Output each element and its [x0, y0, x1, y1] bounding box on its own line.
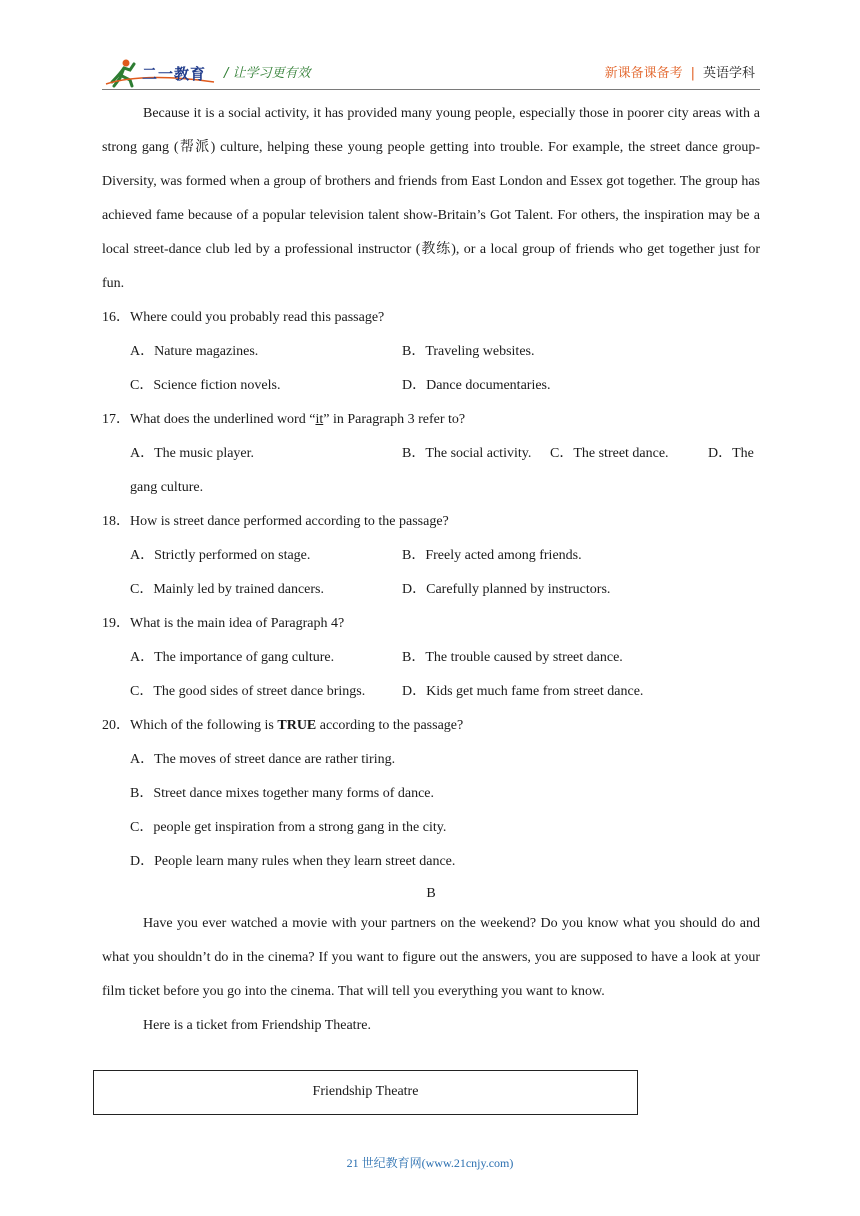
section-b-lead: Here is a ticket from Friendship Theatre. [143, 1018, 371, 1033]
ticket-title: Friendship Theatre [312, 1084, 419, 1099]
question-18-option-c: C．Mainly led by trained dancers. [130, 582, 325, 597]
question-17-stem [102, 403, 760, 437]
question-20-stem-start: 20．Which of the following is [102, 718, 278, 733]
section-b-intro: Have you ever watched a movie with your partners on the weekend? Do you know what you should do and what you shouldn’t do in the cinema? If you want to figure out the answers, you are supposed to have a look at your film ticket before you go into the cinema. That will tell you everything you want to know. [102, 916, 760, 999]
question-18-stem: 18．How is street dance performed according to the passage? [102, 514, 449, 529]
question-16-option-c: C．Science fiction novels. [130, 378, 281, 393]
passage-paragraph: Because it is a social activity, it has provided many young people, especially those in poorer city areas with a strong gang (帮派) culture, helping these young people getting into trouble. For example, the street dance group-Diversity, was formed when a group of brothers and friends from East London and Essex got together. The group has achieved fame because of a popular television talent show-Britain’s Got Talent. For others, the inspiration may be a local street-dance club led by a professional instructor (教练), or a local group of friends who get together just for fun. [102, 106, 760, 291]
question-16-options-row-1 [102, 335, 760, 369]
question-18-options-row-2 [102, 573, 760, 607]
header-course: 新课备课备考 [604, 66, 683, 81]
question-17-options-row-1 [102, 437, 760, 471]
question-18-option-b: B．Freely acted among friends. [402, 548, 582, 563]
question-20-option-d: D．People learn many rules when they learn street dance. [130, 854, 456, 869]
question-17-stem-start: 17．What does the underlined word “ [102, 412, 316, 427]
question-20-option-b: B．Street dance mixes together many forms of dance. [130, 786, 435, 801]
question-16-option-a: A．Nature magazines. [130, 344, 259, 359]
question-16-options-row-2 [102, 369, 760, 403]
section-b-heading: B [426, 886, 436, 901]
question-20-stem [102, 709, 760, 743]
question-19-option-a: A．The importance of gang culture. [130, 650, 335, 665]
question-17-stem-end: ” in Paragraph 3 refer to? [323, 412, 466, 427]
logo-wordmark: 二一教育 [142, 65, 207, 83]
question-19-stem: 19．What is the main idea of Paragraph 4? [102, 616, 345, 631]
header-subject: 英语学科 [702, 66, 755, 81]
question-16-stem: 16．Where could you probably read this passage? [102, 310, 385, 325]
question-17-options-row-2 [102, 471, 760, 505]
question-20-option-a: A．The moves of street dance are rather tiring. [130, 752, 396, 767]
question-20-stem-end: according to the passage? [316, 718, 464, 733]
question-17-underlined-word: it [315, 412, 324, 427]
question-17-option-a: A．The music player. [130, 446, 255, 461]
header-separator: | [690, 66, 695, 81]
question-16-option-d: D．Dance documentaries. [402, 378, 551, 393]
question-18-option-d: D．Carefully planned by instructors. [402, 582, 611, 597]
question-17-option-d-start: D．The [708, 446, 754, 461]
question-19-option-b: B．The trouble caused by street dance. [402, 650, 623, 665]
question-19-option-c: C．The good sides of street dance brings. [130, 684, 366, 699]
header-rule [102, 89, 760, 90]
document-body [102, 97, 760, 1043]
question-18-option-a: A．Strictly performed on stage. [130, 548, 311, 563]
question-19-options-row-1 [102, 641, 760, 675]
question-20-bold-word: TRUE [277, 718, 317, 733]
page-footer: 21 世纪教育网(www.21cnjy.com) [346, 1156, 514, 1170]
question-17-option-d-end: gang culture. [130, 480, 204, 495]
question-19-option-d: D．Kids get much fame from street dance. [402, 684, 644, 699]
question-17-option-b: B．The social activity. [402, 446, 532, 461]
question-19-options-row-2 [102, 675, 760, 709]
question-17-option-c: C．The street dance. [550, 446, 669, 461]
ticket-box [93, 1070, 638, 1115]
question-18-options-row-1 [102, 539, 760, 573]
page-header [0, 0, 860, 100]
question-20-option-c: C．people get inspiration from a strong gang in the city. [130, 820, 447, 835]
question-16-option-b: B．Traveling websites. [402, 344, 535, 359]
header-slogan: / 让学习更有效 [224, 66, 311, 81]
header-right [605, 62, 755, 81]
